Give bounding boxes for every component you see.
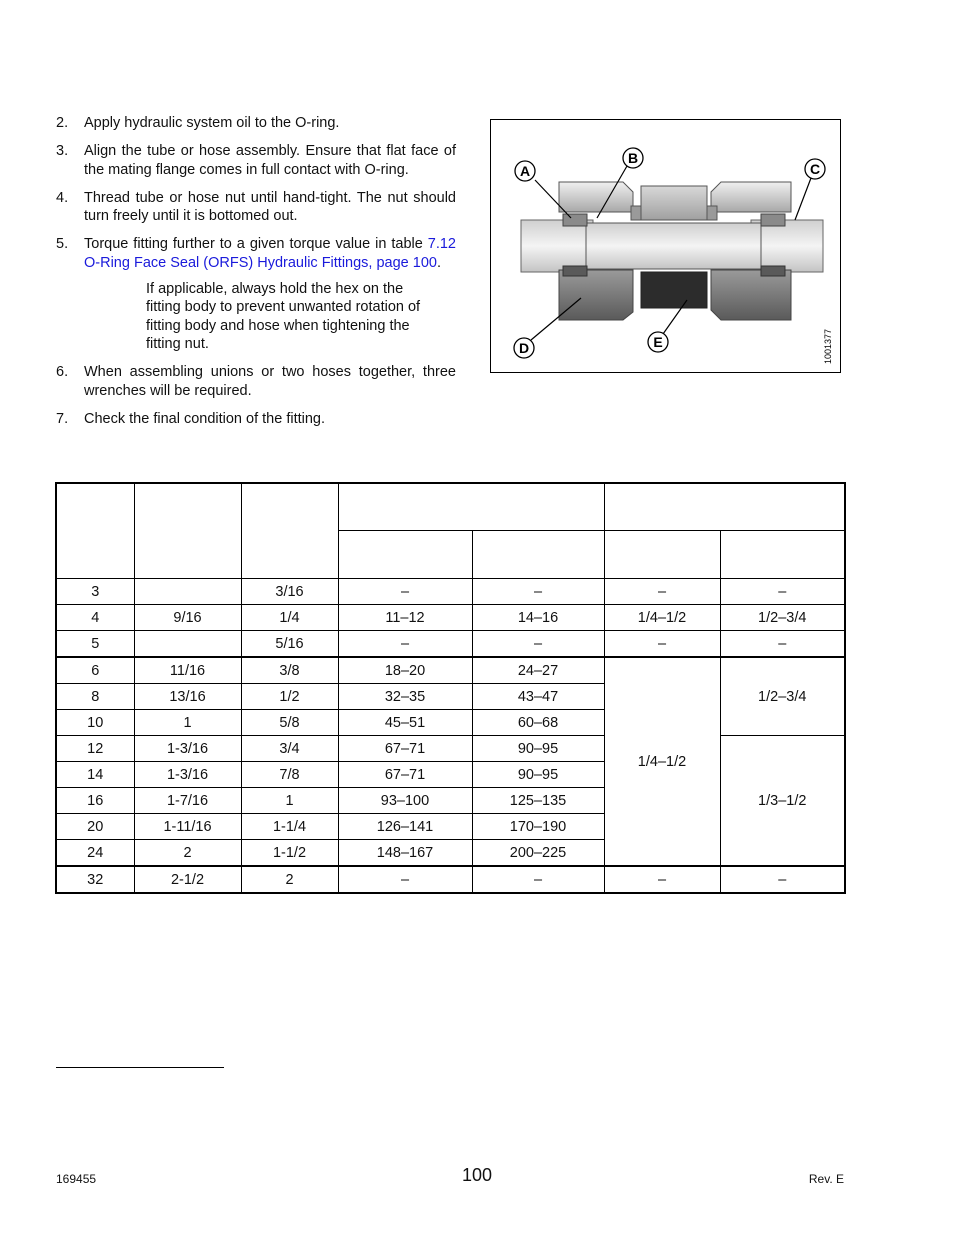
merged-cell-turns-large: 1/3–1/2 <box>720 736 845 867</box>
callout-label-a: A <box>519 163 531 179</box>
step-number: 3. <box>56 143 69 159</box>
table-cell: 10 <box>56 710 134 736</box>
table-cell: 14 <box>56 762 134 788</box>
table-row <box>56 657 845 684</box>
table-cell: 3/4 <box>241 736 338 762</box>
table-cell: 67–71 <box>338 762 472 788</box>
table-cell: 20 <box>56 814 134 840</box>
table-cell: 32 <box>56 866 134 893</box>
table-cell: – <box>604 866 720 893</box>
callout-label-b: B <box>627 150 639 166</box>
step-4 <box>56 189 456 226</box>
step-number: 5. <box>56 236 69 252</box>
orfs-fitting-illustration <box>490 119 841 373</box>
header-cell-empty <box>604 483 845 531</box>
callout-label-c: C <box>809 161 821 177</box>
table-cell: 1-11/16 <box>134 814 241 840</box>
header-cell-empty <box>472 531 604 579</box>
table-cell: 2 <box>134 840 241 867</box>
step-text: When assembling unions or two hoses together, three wrenches will be required. <box>84 364 456 399</box>
table-row <box>56 631 845 658</box>
step-text: Check the final condition of the fitting. <box>84 410 326 427</box>
callout-label-e: E <box>653 334 663 350</box>
table-cell: 11/16 <box>134 657 241 684</box>
table-row <box>56 736 845 762</box>
table-cell: 4 <box>56 605 134 631</box>
table-cell: 1-3/16 <box>134 762 241 788</box>
table-cell: 1-7/16 <box>134 788 241 814</box>
table-cell: 60–68 <box>472 710 604 736</box>
header-cell-empty <box>241 483 338 579</box>
table-cell: – <box>338 866 472 893</box>
table-cell: 6 <box>56 657 134 684</box>
table-cell: 1-1/2 <box>241 840 338 867</box>
revision-label: Rev. E <box>808 1172 844 1186</box>
table-cell: – <box>720 631 845 658</box>
table-row <box>56 866 845 893</box>
table-cell: 16 <box>56 788 134 814</box>
step-text: Thread tube or hose nut until hand-tight. The nut should turn freely until it is bottomed out. <box>84 189 456 224</box>
table-cell: 5/16 <box>241 631 338 658</box>
table-reference-link[interactable]: 7.12 O-Ring Face Seal (ORFS) Hydraulic Fittings, page 100 <box>84 236 456 271</box>
table-cell: – <box>604 579 720 605</box>
table-cell: 67–71 <box>338 736 472 762</box>
callout-b <box>623 148 643 168</box>
step-number: 6. <box>56 364 69 380</box>
step-text: Torque fitting further to a given torque value in table <box>84 236 428 252</box>
table-cell: 1/4–1/2 <box>604 605 720 631</box>
callout-d <box>514 338 534 358</box>
table-cell: 170–190 <box>472 814 604 840</box>
table-cell: 7/8 <box>241 762 338 788</box>
step-2 <box>56 114 456 133</box>
merged-cell-flats: 1/4–1/2 <box>604 657 720 866</box>
table-cell <box>134 631 241 658</box>
table-cell: 5/8 <box>241 710 338 736</box>
step-text: Apply hydraulic system oil to the O-ring. <box>84 115 340 131</box>
table-cell: 11–12 <box>338 605 472 631</box>
table-cell: 148–167 <box>338 840 472 867</box>
table-cell: 12 <box>56 736 134 762</box>
table-cell: 3/8 <box>241 657 338 684</box>
step-6 <box>56 363 456 400</box>
callout-e <box>648 332 668 352</box>
table-cell: 8 <box>56 684 134 710</box>
table-cell: 90–95 <box>472 736 604 762</box>
table-cell: – <box>338 631 472 658</box>
callout-label-d: D <box>518 340 530 356</box>
step-number: 2. <box>56 115 69 131</box>
header-cell-empty <box>338 483 604 531</box>
document-number: 169455 <box>56 1172 97 1186</box>
table-cell: 3/16 <box>241 579 338 605</box>
footnote-divider <box>56 1067 224 1068</box>
table-cell: 3 <box>56 579 134 605</box>
step-3 <box>56 142 456 179</box>
step-7 <box>56 410 456 429</box>
table-cell: 5 <box>56 631 134 658</box>
assembly-steps <box>56 114 456 438</box>
table-cell: 1 <box>241 788 338 814</box>
table-cell: 18–20 <box>338 657 472 684</box>
header-cell-empty <box>720 531 845 579</box>
step-text: Align the tube or hose assembly. Ensure that flat face of the mating flange comes in full contact with O-ring. <box>84 143 456 178</box>
callout-c <box>805 159 825 179</box>
table-cell: 125–135 <box>472 788 604 814</box>
header-cell-empty <box>338 531 472 579</box>
table-cell: 1/4 <box>241 605 338 631</box>
table-cell: 24 <box>56 840 134 867</box>
merged-cell-turns-small: 1/2–3/4 <box>720 657 845 736</box>
orfs-torque-table <box>55 482 846 894</box>
step-number: 7. <box>56 410 69 427</box>
table-cell: 24–27 <box>472 657 604 684</box>
step-number: 4. <box>56 189 69 206</box>
step-text-end: . <box>436 254 442 271</box>
table-cell: – <box>720 579 845 605</box>
table-cell: 32–35 <box>338 684 472 710</box>
table-cell: – <box>604 631 720 658</box>
table-cell: 1/2–3/4 <box>720 605 845 631</box>
table-cell: – <box>472 579 604 605</box>
table-row <box>56 579 845 605</box>
table-cell: – <box>338 579 472 605</box>
table-cell: 93–100 <box>338 788 472 814</box>
table-cell: 2 <box>241 866 338 893</box>
table-cell: 1-3/16 <box>134 736 241 762</box>
table-cell: 126–141 <box>338 814 472 840</box>
table-cell: 1-1/4 <box>241 814 338 840</box>
table-cell: 1/2 <box>241 684 338 710</box>
page-number: 100 <box>461 1165 493 1185</box>
table-cell: 90–95 <box>472 762 604 788</box>
table-cell: 43–47 <box>472 684 604 710</box>
figure-id: 1001377 <box>823 328 833 364</box>
header-cell-empty <box>56 483 134 579</box>
table-cell: 2-1/2 <box>134 866 241 893</box>
callout-a <box>515 161 535 181</box>
note-text: If applicable, always hold the hex on the fitting body to prevent unwanted rotation of fitting body and hose when tightening the fitting nut. <box>146 280 421 352</box>
table-cell: – <box>472 866 604 893</box>
table-cell: 14–16 <box>472 605 604 631</box>
table-row <box>56 605 845 631</box>
table-cell: 9/16 <box>134 605 241 631</box>
table-cell: 13/16 <box>134 684 241 710</box>
header-cell-empty <box>604 531 720 579</box>
table-cell: – <box>720 866 845 893</box>
table-cell: 1 <box>134 710 241 736</box>
table-cell <box>134 579 241 605</box>
table-cell: 200–225 <box>472 840 604 867</box>
table-cell: – <box>472 631 604 658</box>
table-cell: 45–51 <box>338 710 472 736</box>
step-5 <box>56 235 456 272</box>
header-cell-empty <box>134 483 241 579</box>
